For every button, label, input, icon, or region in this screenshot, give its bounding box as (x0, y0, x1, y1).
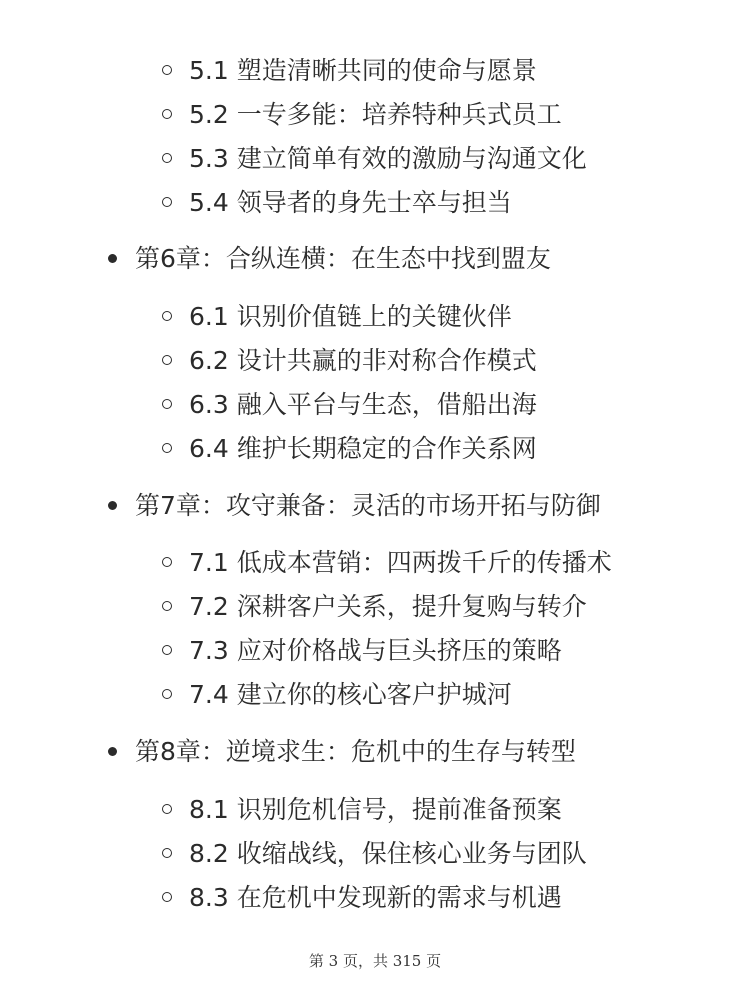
toc-section-label: 8.3 在危机中发现新的需求与机遇 (189, 883, 562, 912)
disc-bullet-icon (108, 747, 117, 756)
disc-bullet-icon (108, 254, 117, 263)
toc-section-label: 5.4 领导者的身先士卒与担当 (189, 188, 512, 217)
toc-chapter-label: 第6章：合纵连横：在生态中找到盟友 (135, 244, 551, 273)
toc-section-label: 5.2 一专多能：培养特种兵式员工 (189, 100, 562, 129)
circle-bullet-icon (162, 443, 172, 453)
toc-section-label: 6.2 设计共赢的非对称合作模式 (189, 346, 537, 375)
circle-bullet-icon (162, 355, 172, 365)
toc-section-label: 7.2 深耕客户关系，提升复购与转介 (189, 592, 587, 621)
circle-bullet-icon (162, 689, 172, 699)
toc-chapter-label: 第8章：逆境求生：危机中的生存与转型 (135, 737, 576, 766)
circle-bullet-icon (162, 65, 172, 75)
toc-section-label: 7.3 应对价格战与巨头挤压的策略 (189, 636, 562, 665)
circle-bullet-icon (162, 645, 172, 655)
disc-bullet-icon (108, 501, 117, 510)
toc-section-label: 8.2 收缩战线，保住核心业务与团队 (189, 839, 587, 868)
toc-section-label: 6.3 融入平台与生态，借船出海 (189, 390, 537, 419)
circle-bullet-icon (162, 557, 172, 567)
circle-bullet-icon (162, 311, 172, 321)
toc-section-label: 7.1 低成本营销：四两拨千斤的传播术 (189, 548, 612, 577)
toc-section-label: 6.1 识别价值链上的关键伙伴 (189, 302, 512, 331)
circle-bullet-icon (162, 892, 172, 902)
toc-section-label: 8.1 识别危机信号，提前准备预案 (189, 795, 562, 824)
circle-bullet-icon (162, 153, 172, 163)
toc-section-label: 7.4 建立你的核心客户护城河 (189, 680, 512, 709)
circle-bullet-icon (162, 601, 172, 611)
circle-bullet-icon (162, 848, 172, 858)
circle-bullet-icon (162, 399, 172, 409)
circle-bullet-icon (162, 109, 172, 119)
circle-bullet-icon (162, 197, 172, 207)
toc-section-label: 5.3 建立简单有效的激励与沟通文化 (189, 144, 587, 173)
page-number-footer: 第 3 页，共 315 页 (308, 952, 442, 970)
toc-section-label: 5.1 塑造清晰共同的使命与愿景 (189, 56, 537, 85)
circle-bullet-icon (162, 804, 172, 814)
toc-section-label: 6.4 维护长期稳定的合作关系网 (189, 434, 537, 463)
toc-chapter-label: 第7章：攻守兼备：灵活的市场开拓与防御 (135, 491, 601, 520)
